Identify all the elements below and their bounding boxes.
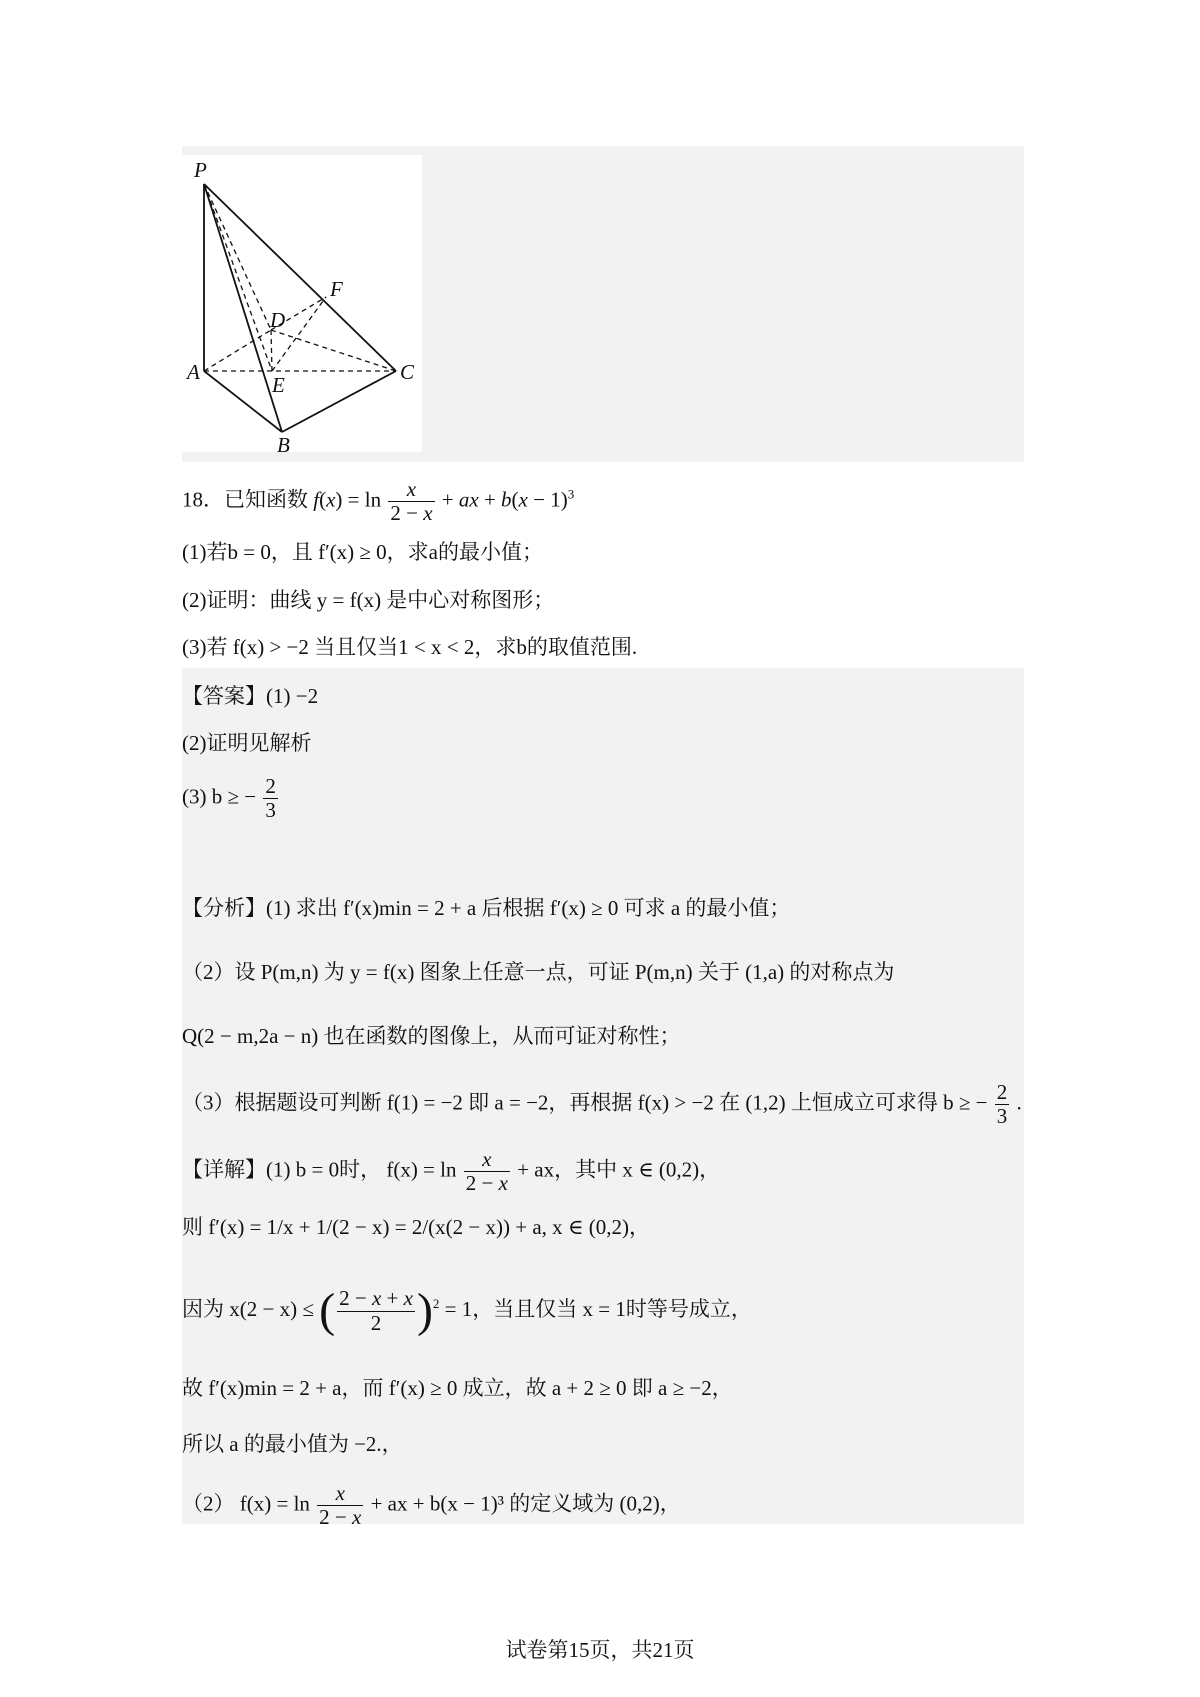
detail-line-2: 则 f′(x) = 1/x + 1/(2 − x) = 2/(x(2 − x)) + a, x ∈ (0,2)， [182, 1215, 650, 1239]
label-f: F [330, 277, 343, 301]
detail-line-4: 故 f′(x)min = 2 + a，而 f′(x) ≥ 0 成立，故 a + 2 ≥ 0 即 a ≥ −2， [182, 1376, 733, 1400]
detail-fraction-1: $\frac{x}{2 - x}$ [465, 1147, 508, 1196]
analysis-line-4: （3）根据题设可判断 f(1) = −2 即 a = −2，再根据 f(x) > −2 在 (1,2) 上恒成立可求得 b ≥ − $\frac{2}{3}$ . [182, 1080, 1022, 1129]
page-footer: 试卷第15页，共21页 [505, 1638, 695, 1662]
label-c: C [400, 360, 415, 384]
fraction-x-over-2-minus-x: $\frac{x}{2 - x}$ [390, 477, 433, 526]
answer-fraction: $\frac{2}{3}$ [265, 774, 276, 823]
detail-line-1: 【详解】(1) b = 0时， f(x) = ln $\frac{x}{2 - x}$ + ax，其中 x ∈ (0,2)， [182, 1147, 721, 1196]
label-e: E [272, 373, 285, 397]
analysis-line-1: 【分析】(1) 求出 f′(x)min = 2 + a 后根据 f′(x) ≥ 0 可求 a 的最小值； [182, 896, 791, 920]
problem-number: 18．已知函数 [182, 487, 308, 512]
answer-item-3: (3) b ≥ − $\frac{2}{3}$ [182, 774, 276, 823]
answer-item-2: (2)证明见解析 [182, 731, 312, 755]
pyramid-figure [182, 155, 422, 452]
detail-line-6: （2） f(x) = ln $\frac{x}{2 - x}$ + ax + b(x − 1)³ 的定义域为 (0,2)， [182, 1481, 681, 1530]
analysis-fraction: $\frac{2}{3}$ [996, 1080, 1008, 1129]
problem-part-3: (3)若 f(x) > −2 当且仅当1 < x < 2，求b的取值范围. [182, 635, 638, 659]
detail-line-5: 所以 a 的最小值为 −2.， [182, 1432, 403, 1456]
analysis-line-3: Q(2 − m,2a − n) 也在函数的图像上，从而可证对称性； [182, 1024, 681, 1048]
detail-fraction-2: $\frac{x}{2 - x}$ [319, 1481, 362, 1530]
problem-part-1: (1)若b = 0，且 f′(x) ≥ 0，求a的最小值； [182, 540, 543, 564]
detail-fraction-square: $\frac{2 - x + x}{2}$ [339, 1286, 413, 1335]
problem-part-2: (2)证明：曲线 y = f(x) 是中心对称图形； [182, 588, 555, 612]
analysis-line-2: （2）设 P(m,n) 为 y = f(x) 图象上任意一点，可证 P(m,n) 关于 (1,a) 的对称点为 [182, 960, 895, 984]
label-p: P [194, 158, 207, 182]
detail-line-3: 因为 x(2 − x) ≤ ( $\frac{2 - x + x}{2}$ )$^2$ = 1，当且仅当 x = 1时等号成立， [182, 1284, 752, 1337]
pyramid-diagram [182, 155, 422, 452]
answer-head: 【答案】(1) −2 [182, 684, 319, 708]
label-d: D [270, 308, 286, 332]
label-a: A [187, 360, 200, 384]
problem-statement: 18．已知函数 f(x) = ln $\frac{x}{2 - x}$ + ax + $b(x - 1)^3$ [182, 477, 575, 526]
label-b: B [277, 433, 290, 452]
